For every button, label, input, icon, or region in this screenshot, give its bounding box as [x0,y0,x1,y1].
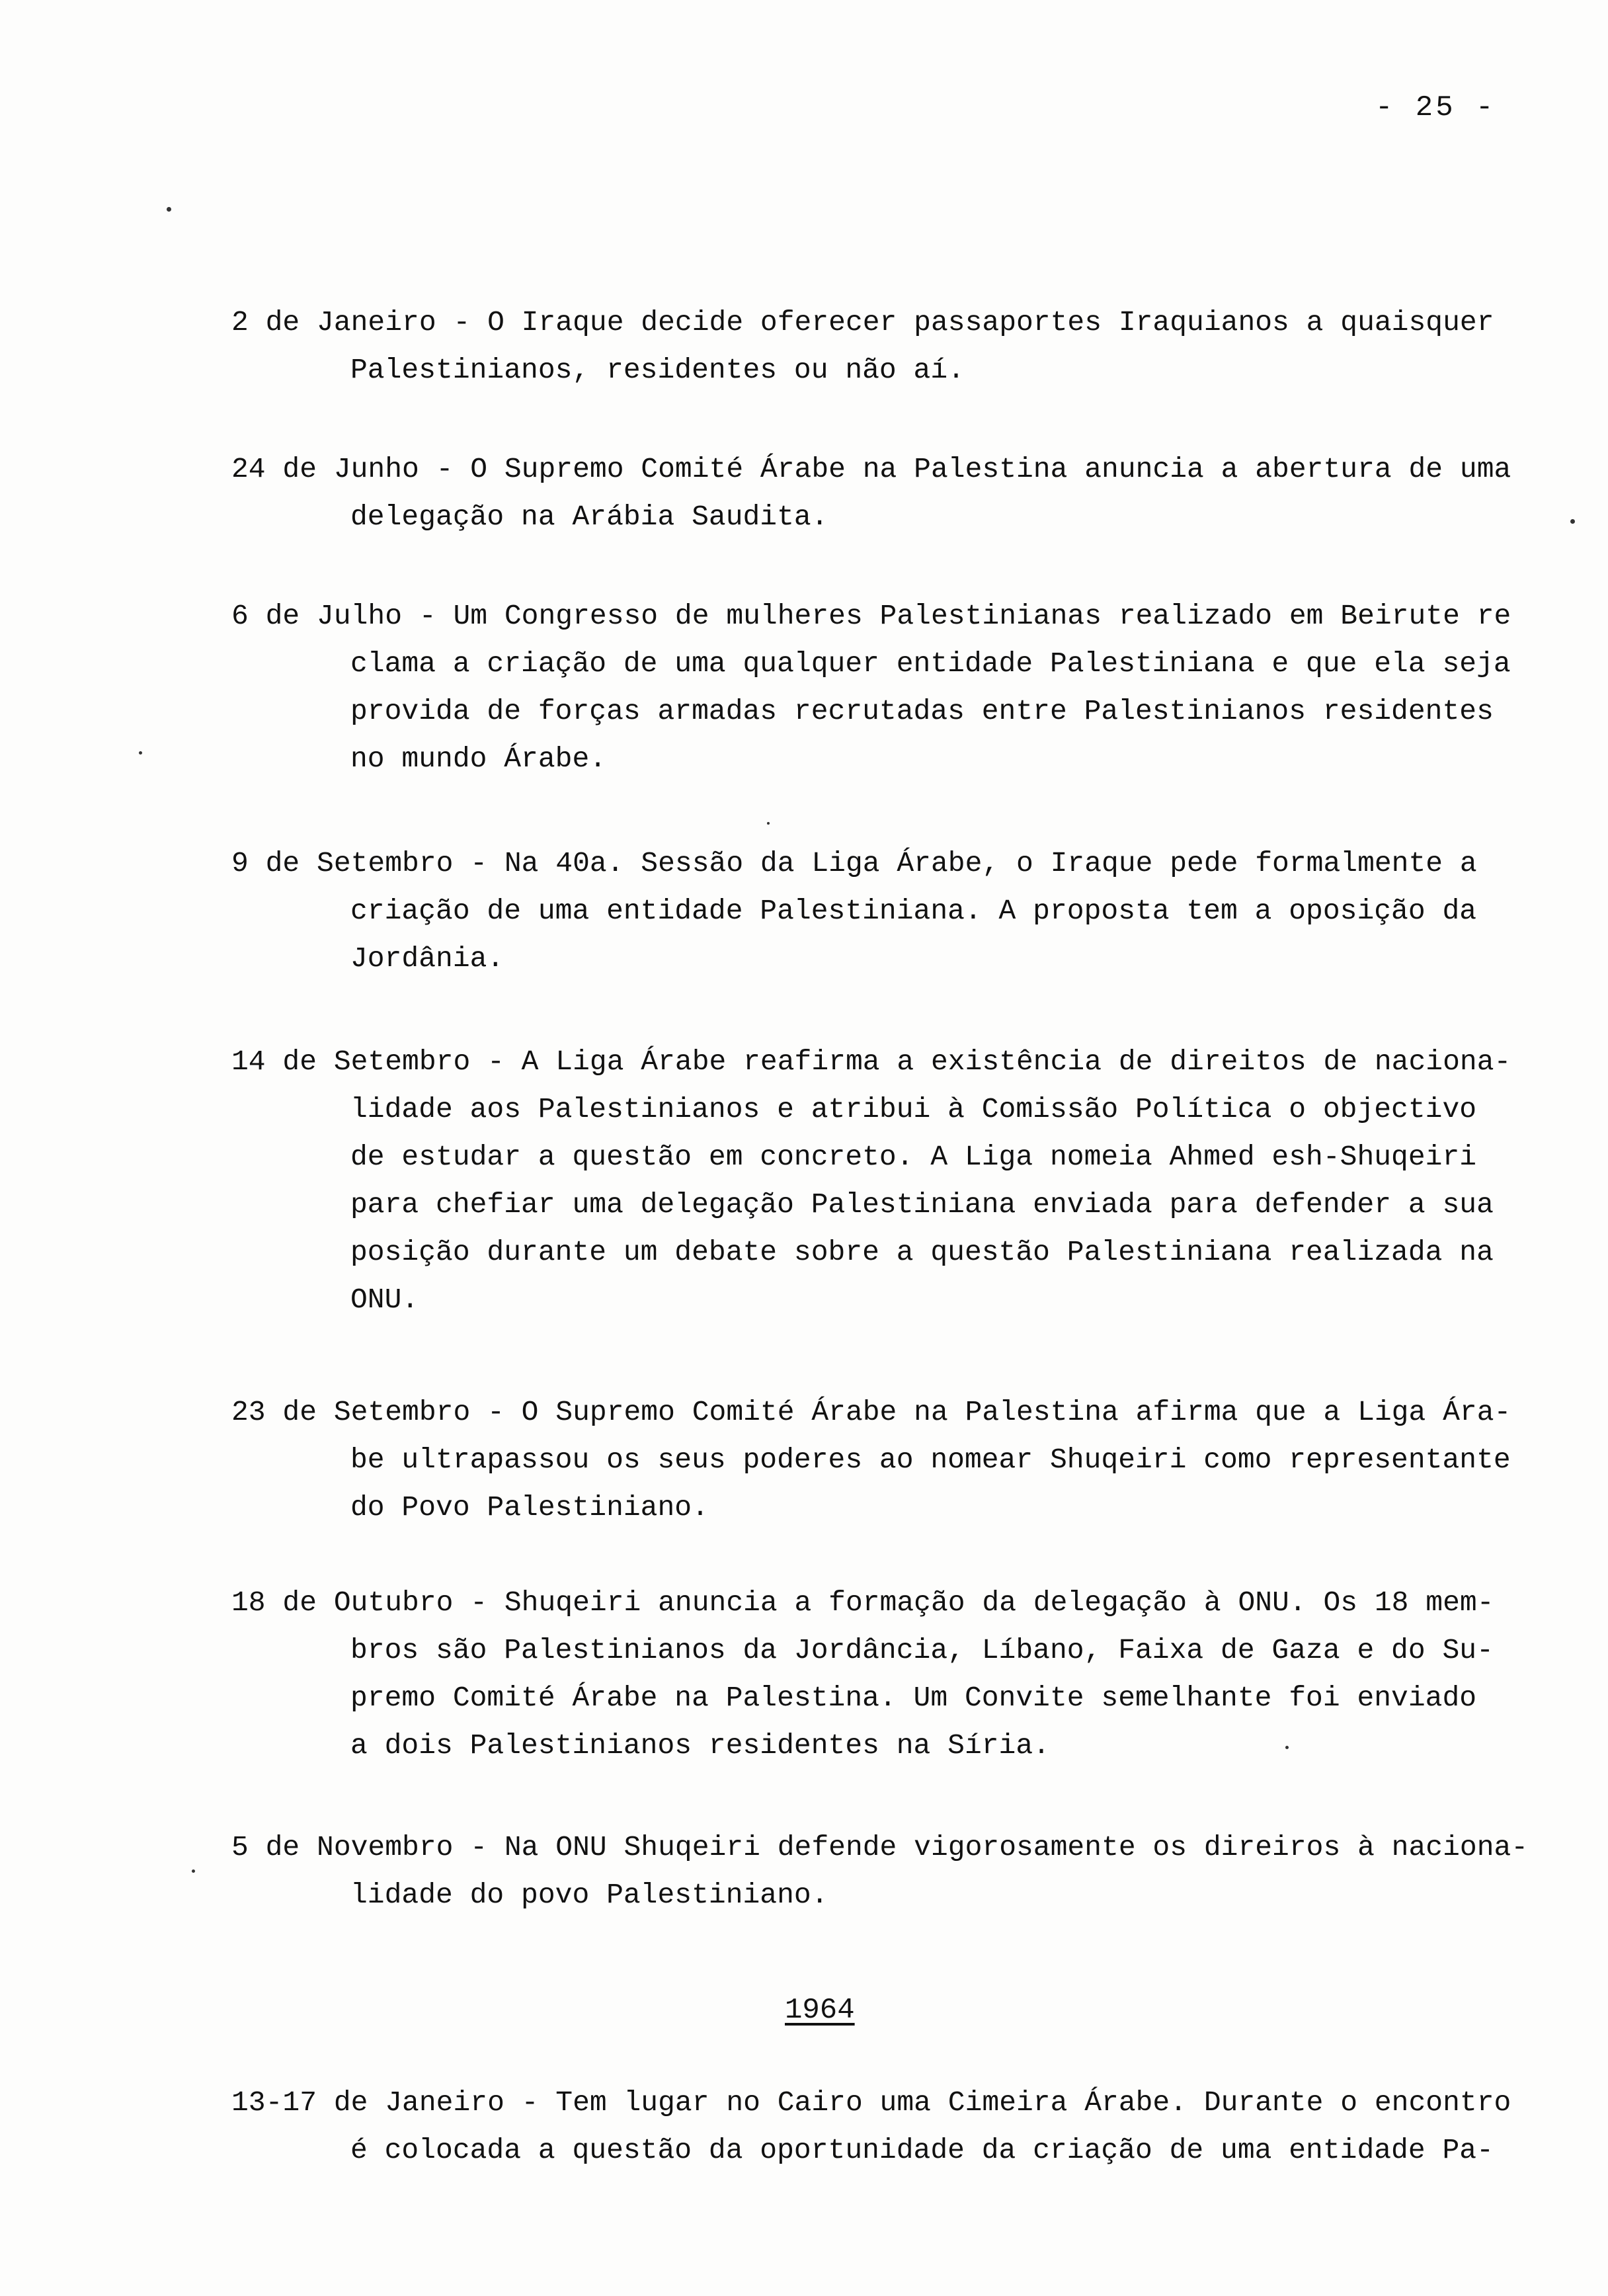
chronology-entry [231,1038,1511,1324]
entry-line: provida de forças armadas recrutadas entre Palestinianos residentes [350,695,1494,727]
chronology-entry [231,1389,1511,1532]
chronology-entry [231,593,1511,783]
entry-line: be ultrapassou os seus poderes ao nomear Shuqeiri como representante [350,1444,1511,1476]
entry-line: bros são Palestinianos da Jordância, Líbano, Faixa de Gaza e do Su- [350,1634,1494,1666]
entry-line: do Povo Palestiniano. [350,1491,709,1524]
entry-line: para chefiar uma delegação Palestiniana enviada para defender a sua [350,1188,1494,1221]
entry-line: Jordânia. [350,942,504,975]
entry-line: 9 de Setembro - Na 40a. Sessão da Liga Árabe, o Iraque pede formalmente a [231,847,1477,880]
entry-line: Palestinianos, residentes ou não aí. [350,354,965,386]
entry-line: no mundo Árabe. [350,743,607,775]
entry-line: 6 de Julho - Um Congresso de mulheres Palestinianas realizado em Beirute re [231,600,1511,632]
chronology-entry [231,1579,1494,1770]
entry-line: lidade aos Palestinianos e atribui à Comissão Política o objectivo [350,1093,1477,1126]
entry-line: clama a criação de uma qualquer entidade Palestiniana e que ela seja [350,647,1511,680]
chronology-entry [231,1824,1529,1919]
scan-speck [192,1869,195,1873]
entry-line: ONU. [350,1284,419,1316]
entry-line: de estudar a questão em concreto. A Liga nomeia Ahmed esh-Shuqeiri [350,1141,1477,1173]
scan-speck [167,207,171,212]
entry-line: delegação na Arábia Saudita. [350,501,828,533]
entry-line: criação de uma entidade Palestiniana. A proposta tem a oposição da [350,895,1477,927]
scan-speck [767,822,770,825]
entry-line: é colocada a questão da oportunidade da criação de uma entidade Pa- [350,2134,1494,2166]
scan-speck [1285,1746,1289,1749]
entry-line: 14 de Setembro - A Liga Árabe reafirma a existência de direitos de naciona- [231,1046,1511,1078]
entry-line: 18 de Outubro - Shuqeiri anuncia a formação da delegação à ONU. Os 18 mem- [231,1586,1494,1619]
chronology-entry [231,2079,1511,2174]
entry-line: 23 de Setembro - O Supremo Comité Árabe na Palestina afirma que a Liga Ára- [231,1396,1511,1428]
entry-line: premo Comité Árabe na Palestina. Um Convite semelhante foi enviado [350,1682,1477,1714]
scan-speck [139,751,142,755]
chronology-entry [231,446,1511,541]
entry-line: a dois Palestinianos residentes na Síria. [350,1729,1050,1762]
entry-line: 24 de Junho - O Supremo Comité Árabe na Palestina anuncia a abertura de uma [231,453,1511,485]
year-heading: 1964 [785,1994,855,2027]
page-number: - 25 - [1375,91,1496,124]
entry-line: lidade do povo Palestiniano. [350,1879,828,1911]
scan-speck [1570,519,1575,524]
entry-line: 2 de Janeiro - O Iraque decide oferecer passaportes Iraquianos a quaisquer [231,306,1494,339]
entry-line: posição durante um debate sobre a questão Palestiniana realizada na [350,1236,1494,1268]
entry-line: 13-17 de Janeiro - Tem lugar no Cairo uma Cimeira Árabe. Durante o encontro [231,2086,1511,2119]
chronology-entry [231,840,1488,983]
entry-line: 5 de Novembro - Na ONU Shuqeiri defende vigorosamente os direiros à naciona- [231,1831,1529,1864]
chronology-entry [231,299,1494,394]
